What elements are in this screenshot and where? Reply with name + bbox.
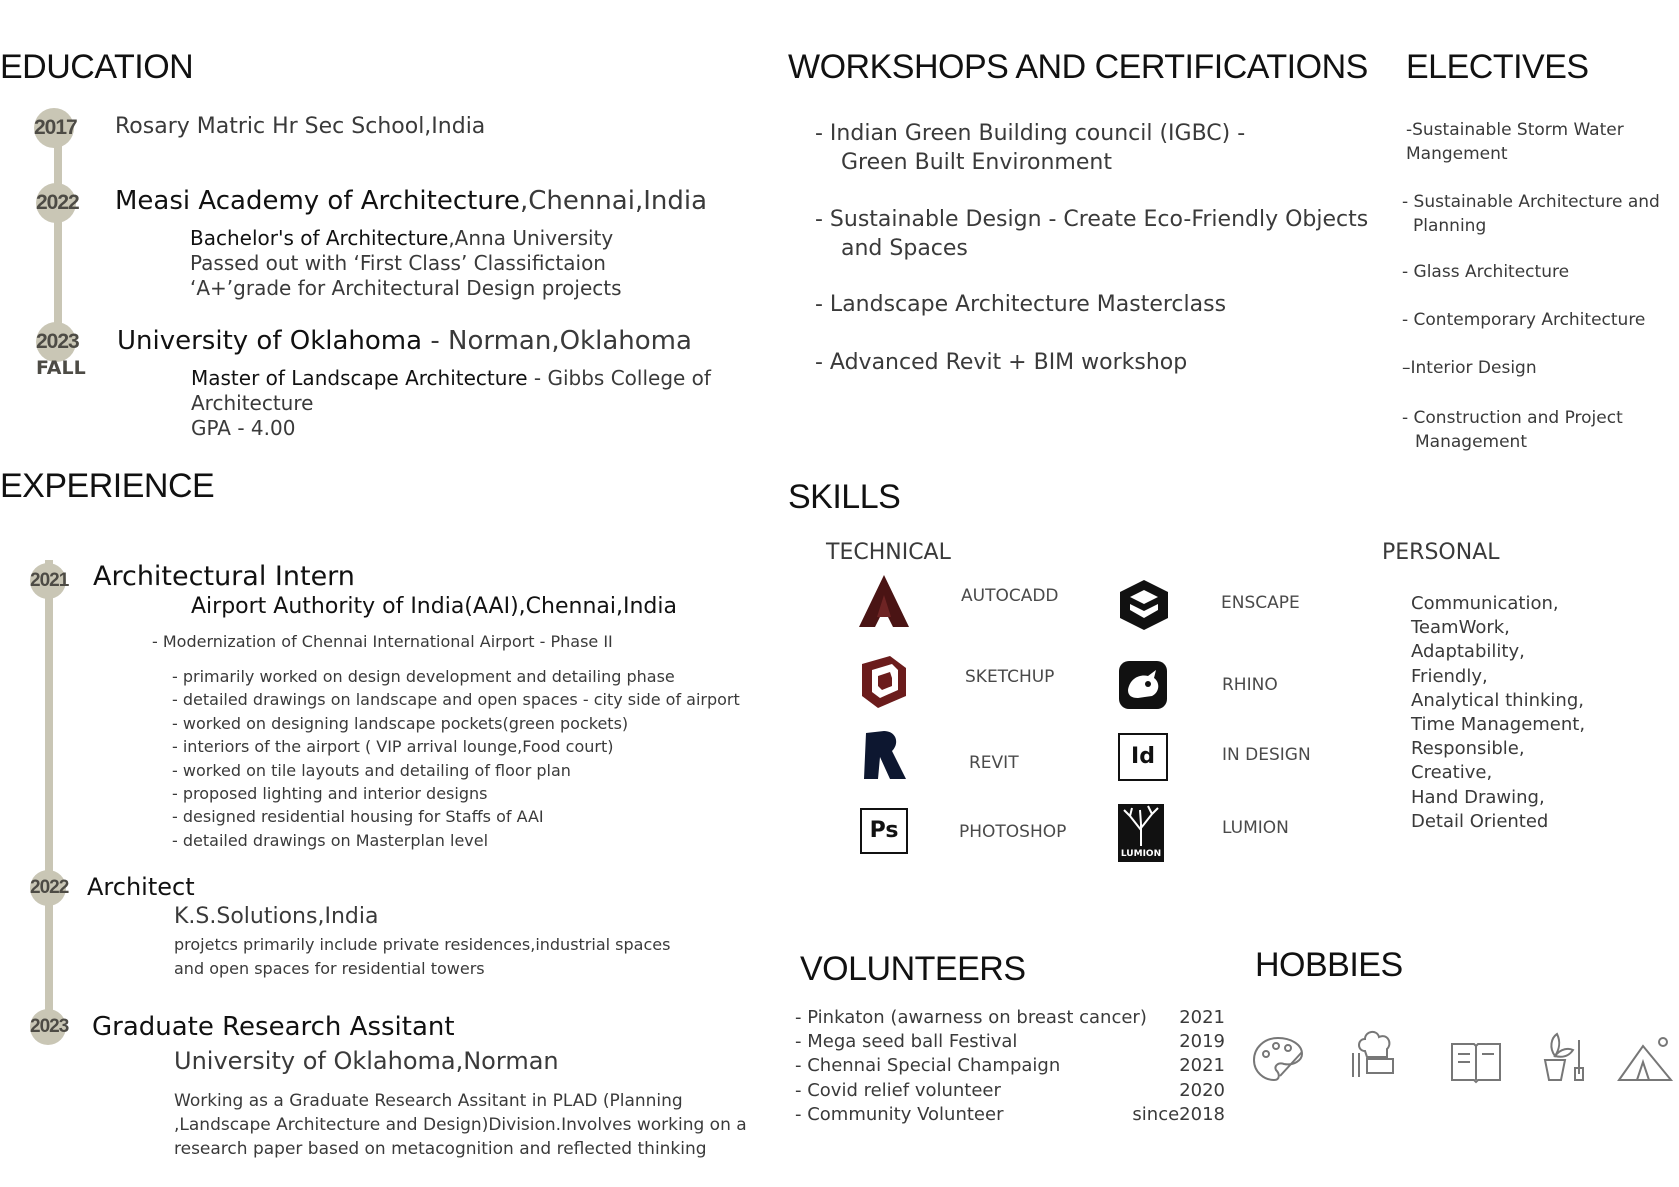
workshop-item-3: - Landscape Architecture Masterclass bbox=[815, 292, 1227, 317]
elective-line: -Sustainable Storm Water bbox=[1406, 120, 1624, 140]
list-item: Responsible, bbox=[1411, 738, 1525, 760]
volunteer-name: - Covid relief volunteer bbox=[795, 1079, 1001, 1101]
experience-project-1: - Modernization of Chennai International Airport - Phase II bbox=[152, 632, 613, 651]
elective-line: Management bbox=[1415, 432, 1527, 452]
skill-label-enscape: ENSCAPE bbox=[1221, 593, 1300, 613]
workshop-item-2 bbox=[815, 205, 1368, 263]
experience-year-2021: 2021 bbox=[30, 563, 66, 599]
sketchup-icon bbox=[858, 654, 910, 710]
personal-heading: PERSONAL bbox=[1382, 540, 1500, 565]
skill-label-photoshop: PHOTOSHOP bbox=[959, 822, 1067, 842]
technical-heading: TECHNICAL bbox=[826, 540, 951, 565]
volunteer-name: - Chennai Special Champaign bbox=[795, 1055, 1061, 1077]
skill-label-revit: REVIT bbox=[969, 753, 1019, 773]
list-item: - proposed lighting and interior designs bbox=[172, 784, 488, 804]
education-degree-2 bbox=[190, 226, 622, 301]
workshop-item-1 bbox=[815, 119, 1245, 177]
degree-name: Bachelor's of Architecture bbox=[190, 226, 449, 250]
reading-book-icon bbox=[1448, 1034, 1504, 1090]
photoshop-icon: Ps bbox=[860, 808, 908, 854]
elective-item-4: - Contemporary Architecture bbox=[1402, 310, 1646, 330]
list-item: Adaptability, bbox=[1411, 641, 1525, 663]
education-school-2 bbox=[115, 186, 707, 216]
list-item bbox=[795, 1103, 1225, 1127]
list-item: Friendly, bbox=[1411, 665, 1488, 687]
elective-line: Mangement bbox=[1406, 144, 1508, 164]
desc-line: research paper based on metacognition and reflected thinking bbox=[174, 1139, 707, 1159]
education-year-2023: 2023 bbox=[36, 322, 76, 362]
hobbies-heading: HOBBIES bbox=[1255, 946, 1403, 984]
list-item: Communication, bbox=[1411, 593, 1559, 614]
education-school-3 bbox=[117, 326, 692, 356]
list-item: Creative, bbox=[1411, 762, 1493, 784]
elective-line: - Construction and Project bbox=[1402, 408, 1623, 428]
skill-label-lumion: LUMION bbox=[1222, 818, 1289, 838]
lumion-icon bbox=[1118, 804, 1164, 862]
education-degree-3 bbox=[191, 366, 711, 441]
experience-heading: EXPERIENCE bbox=[0, 467, 215, 505]
cooking-icon bbox=[1347, 1027, 1403, 1083]
list-item: - worked on designing landscape pockets(green pockets) bbox=[172, 713, 629, 733]
degree-line: ‘A+’grade for Architectural Design projects bbox=[190, 276, 622, 300]
list-item: - detailed drawings on landscape and open spaces - city side of airport bbox=[172, 690, 740, 710]
experience-desc-3 bbox=[174, 1089, 747, 1161]
education-year-2022: 2022 bbox=[36, 183, 76, 223]
experience-org-1: Airport Authority of India(AAI),Chennai,India bbox=[191, 594, 677, 619]
elective-item-2 bbox=[1402, 190, 1660, 238]
degree-line: Architecture bbox=[191, 391, 314, 415]
degree-line: GPA - 4.00 bbox=[191, 416, 296, 440]
education-school-1: Rosary Matric Hr Sec School,India bbox=[115, 114, 486, 139]
school-location: - Norman,Oklahoma bbox=[422, 326, 692, 356]
lumion-logo-text: LUMION bbox=[1120, 849, 1162, 859]
desc-line: ,Landscape Architecture and Design)Division.Involves working on a bbox=[174, 1115, 747, 1135]
list-item: Hand Drawing, bbox=[1411, 786, 1545, 808]
education-heading: EDUCATION bbox=[0, 48, 194, 86]
list-item: Analytical thinking, bbox=[1411, 689, 1584, 711]
autocad-icon bbox=[857, 573, 911, 629]
workshop-line: Green Built Environment bbox=[841, 150, 1112, 175]
school-name: Measi Academy of Architecture bbox=[115, 186, 520, 216]
elective-item-1 bbox=[1406, 118, 1624, 166]
workshop-line: and Spaces bbox=[841, 236, 968, 261]
volunteer-name: - Mega seed ball Festival bbox=[795, 1031, 1018, 1053]
enscape-icon bbox=[1118, 578, 1170, 632]
experience-bullet-list bbox=[172, 665, 740, 852]
list-item: Detail Oriented bbox=[1411, 810, 1549, 832]
list-item: - detailed drawings on Masterplan level bbox=[172, 830, 489, 850]
skill-label-autocad: AUTOCADD bbox=[961, 586, 1059, 606]
school-name: University of Oklahoma bbox=[117, 326, 423, 356]
elective-line: - Sustainable Architecture and bbox=[1402, 192, 1660, 212]
list-item bbox=[795, 1006, 1225, 1030]
camping-tent-icon bbox=[1617, 1032, 1673, 1088]
degree-name: Master of Landscape Architecture bbox=[191, 366, 528, 390]
volunteer-name: - Pinkaton (awarness on breast cancer) bbox=[795, 1007, 1147, 1028]
elective-item-3: - Glass Architecture bbox=[1402, 262, 1570, 282]
desc-line: projetcs primarily include private residences,industrial spaces bbox=[174, 935, 671, 954]
volunteer-name: - Community Volunteer bbox=[795, 1103, 1004, 1125]
gardening-icon bbox=[1535, 1030, 1591, 1086]
volunteers-heading: VOLUNTEERS bbox=[800, 950, 1026, 988]
list-item: - worked on tile layouts and detailing of floor plan bbox=[172, 760, 571, 780]
elective-item-6 bbox=[1402, 406, 1623, 454]
skill-label-sketchup: SKETCHUP bbox=[965, 667, 1055, 687]
revit-icon bbox=[860, 729, 908, 783]
list-item: Time Management, bbox=[1411, 714, 1586, 736]
experience-org-3: University of Oklahoma,Norman bbox=[174, 1047, 559, 1075]
volunteers-list bbox=[795, 1006, 1225, 1127]
school-location: ,Chennai,India bbox=[519, 186, 708, 216]
education-year-2017: 2017 bbox=[34, 108, 74, 148]
elective-line: Planning bbox=[1413, 216, 1487, 236]
volunteer-year: 2021 bbox=[1179, 1055, 1225, 1077]
workshop-line: - Sustainable Design - Create Eco-Friendly Objects bbox=[815, 207, 1369, 232]
volunteer-year: since2018 bbox=[1132, 1103, 1225, 1125]
workshops-heading: WORKSHOPS AND CERTIFICATIONS bbox=[788, 48, 1368, 86]
degree-line: Passed out with ‘First Class’ Classifictaion bbox=[190, 251, 606, 275]
skills-heading: SKILLS bbox=[788, 478, 901, 516]
list-item: - designed residential housing for Staffs of AAI bbox=[172, 807, 544, 827]
workshop-item-4: - Advanced Revit + BIM workshop bbox=[815, 350, 1188, 375]
skill-label-indesign: IN DESIGN bbox=[1222, 745, 1311, 765]
experience-year-2022: 2022 bbox=[30, 870, 66, 906]
desc-line: and open spaces for residential towers bbox=[174, 959, 485, 978]
personal-skills-list bbox=[1411, 592, 1585, 834]
lumion-tree-icon bbox=[1118, 804, 1164, 848]
experience-timeline bbox=[45, 560, 53, 1025]
degree-college: - Gibbs College of bbox=[527, 366, 711, 390]
experience-title-3: Graduate Research Assitant bbox=[92, 1012, 455, 1042]
education-term: FALL bbox=[36, 357, 86, 379]
skill-label-rhino: RHINO bbox=[1222, 675, 1278, 695]
rhino-icon bbox=[1118, 660, 1168, 710]
indesign-icon: Id bbox=[1118, 733, 1168, 781]
experience-title-2: Architect bbox=[87, 873, 195, 901]
elective-item-5: –Interior Design bbox=[1402, 358, 1537, 378]
painting-palette-icon bbox=[1250, 1032, 1306, 1088]
experience-year-2023: 2023 bbox=[30, 1009, 66, 1045]
list-item: - interiors of the airport ( VIP arrival lounge,Food court) bbox=[172, 737, 614, 757]
volunteer-year: 2020 bbox=[1179, 1079, 1225, 1101]
list-item: TeamWork, bbox=[1411, 617, 1510, 639]
desc-line: Working as a Graduate Research Assitant in PLAD (Planning bbox=[174, 1091, 683, 1111]
list-item bbox=[795, 1054, 1225, 1078]
electives-heading: ELECTIVES bbox=[1406, 48, 1589, 86]
volunteer-year: 2021 bbox=[1179, 1007, 1225, 1028]
list-item: - primarily worked on design development and detailing phase bbox=[172, 667, 675, 686]
experience-title-1: Architectural Intern bbox=[93, 561, 355, 592]
list-item bbox=[795, 1079, 1225, 1103]
volunteer-year: 2019 bbox=[1179, 1031, 1225, 1053]
workshop-line: - Indian Green Building council (IGBC) - bbox=[815, 121, 1246, 146]
experience-desc-2 bbox=[174, 933, 670, 981]
experience-org-2: K.S.Solutions,India bbox=[174, 904, 379, 929]
list-item bbox=[795, 1030, 1225, 1054]
degree-university: ,Anna University bbox=[448, 226, 614, 250]
